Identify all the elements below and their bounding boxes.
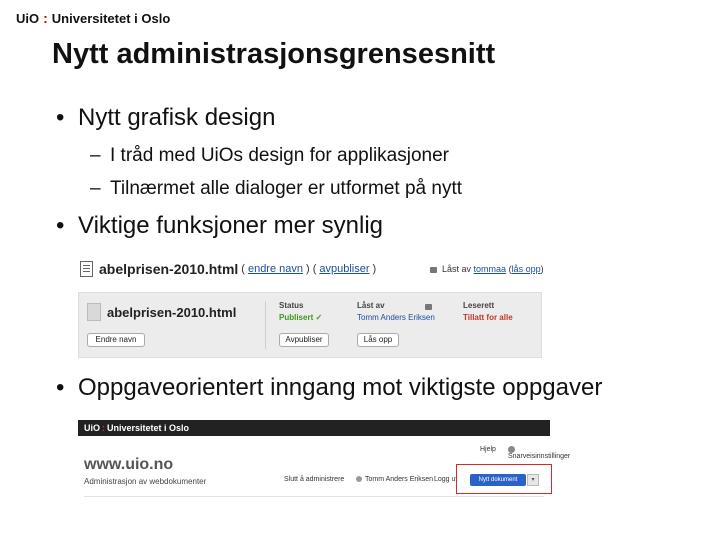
lock-icon <box>425 304 432 310</box>
readright-column <box>463 301 513 322</box>
bullet-dot-icon: • <box>56 212 65 239</box>
settings-link[interactable] <box>508 446 570 460</box>
bar-name: Universitetet i Oslo <box>107 423 190 433</box>
paren-mid: ) ( <box>306 263 317 275</box>
bullet-dot-icon: • <box>56 374 65 401</box>
bar-separator-icon: : <box>102 423 106 433</box>
gear-icon <box>508 446 515 453</box>
uio-logo <box>16 8 170 28</box>
unpublish-link[interactable]: avpubliser <box>319 263 370 275</box>
locked-column <box>357 301 435 322</box>
filename: abelprisen-2010.html <box>99 261 239 277</box>
logo-separator-icon: : <box>43 10 48 26</box>
settings-label: Snarveisinnstillinger <box>508 453 571 461</box>
bullet-3 <box>56 374 602 402</box>
unlock-link[interactable]: lås opp <box>511 264 541 274</box>
status-header: Status <box>279 301 304 310</box>
bullet-1 <box>56 104 275 132</box>
bullet-2-text: Viktige funksjoner mer synlig <box>78 212 384 239</box>
sub-bullet-2 <box>90 178 462 200</box>
locked-by-user-link[interactable]: tommaa <box>473 264 507 274</box>
new-document-button[interactable]: Nytt dokument <box>470 474 526 486</box>
admin-header-screenshot <box>78 420 571 500</box>
site-name: www.uio.no <box>84 456 174 473</box>
slide-title: Nytt administrasjonsgrensesnitt <box>52 38 496 70</box>
site-subtitle: Administrasjon av webdokumenter <box>84 477 207 486</box>
sub-bullet-1 <box>90 145 449 167</box>
status-column <box>279 301 322 322</box>
logout-link[interactable]: Logg ut <box>434 476 458 483</box>
locked-header: Låst av <box>357 301 385 310</box>
bar-uio: UiO <box>84 423 101 433</box>
paren-close: ) <box>372 263 377 275</box>
user-icon <box>356 476 362 482</box>
unlock-button[interactable]: Lås opp <box>357 333 399 347</box>
unpublish-button[interactable]: Avpubliser <box>279 333 329 347</box>
locked-value[interactable]: Tomm Anders Eriksen <box>357 313 435 322</box>
user-name: Tomm Anders Eriksen <box>365 476 434 483</box>
dash-icon: – <box>90 178 101 199</box>
document-icon <box>87 303 101 321</box>
bullet-dot-icon: • <box>56 104 65 131</box>
help-link[interactable]: Hjelp <box>480 446 496 453</box>
panel-filename: abelprisen-2010.html <box>107 305 237 320</box>
bullet-2 <box>56 212 383 240</box>
panel-divider <box>265 301 266 349</box>
lock-icon <box>430 267 437 273</box>
rename-button[interactable]: Endre navn <box>87 333 145 347</box>
sub-bullet-2-text: Tilnærmet alle dialoger er utformet på nytt <box>110 178 463 199</box>
filename-bar-screenshot <box>80 256 550 282</box>
sub-bullet-1-text: I tråd med UiOs design for applikasjoner <box>110 145 449 166</box>
readright-header: Leserett <box>463 301 495 310</box>
readright-value[interactable]: Tillatt for alle <box>463 313 513 322</box>
dash-icon: – <box>90 145 101 166</box>
bullet-1-text: Nytt grafisk design <box>78 104 276 131</box>
exit-admin-link[interactable]: Slutt å administrere <box>284 476 345 483</box>
status-value: Publisert ✓ <box>279 313 323 322</box>
logo-name: Universitetet i Oslo <box>51 10 171 26</box>
uio-top-bar <box>78 420 550 436</box>
logo-uio: UiO <box>16 10 40 26</box>
chevron-down-icon[interactable]: ▾ <box>527 474 539 486</box>
bullet-3-text: Oppgaveorientert inngang mot viktigste oppgaver <box>78 374 603 401</box>
locked-by-label: Låst av <box>442 264 472 274</box>
document-icon <box>80 261 93 277</box>
user-info <box>356 476 433 483</box>
divider <box>84 496 544 497</box>
lock-status: Låst av tommaa ( lås opp ) <box>430 264 544 274</box>
status-panel-screenshot <box>78 292 542 358</box>
paren-open: ( <box>241 263 245 275</box>
rename-link[interactable]: endre navn <box>247 263 303 275</box>
